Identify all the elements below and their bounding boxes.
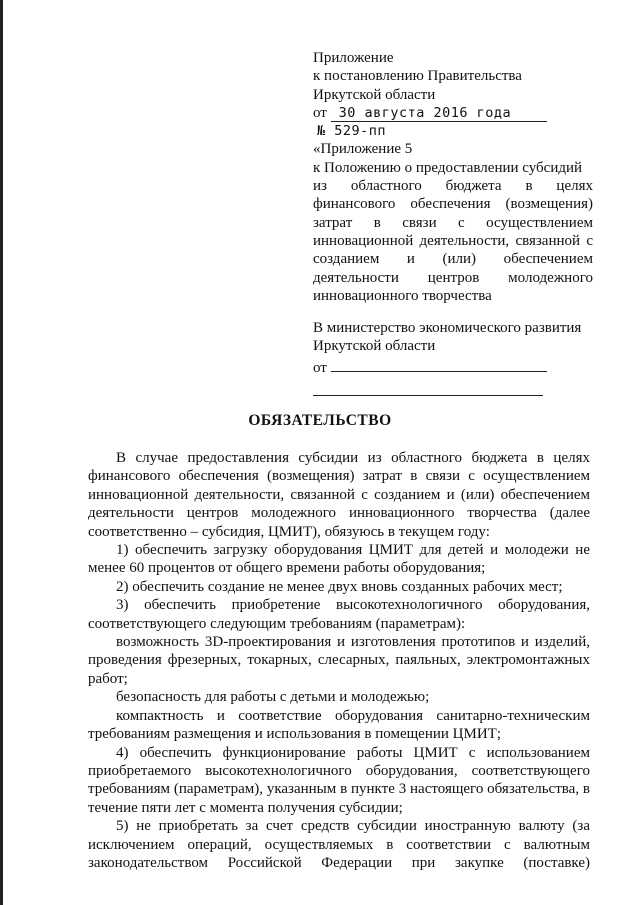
ministry-line: Иркутской области xyxy=(313,338,436,355)
body-paragraph: безопасность для работы с детьми и молодежью; xyxy=(116,689,430,706)
body-paragraph: компактность и соответствие оборудования санитарно-техническим требованиям размещения и использования в помещении ЦМИТ; xyxy=(88,707,590,743)
date-line xyxy=(313,104,593,122)
scan-edge xyxy=(0,0,3,905)
ministry-line: В министерство экономического развития xyxy=(313,320,582,337)
appendix-line: к Положению о предоставлении субсидий xyxy=(313,159,583,176)
from-blank-field xyxy=(331,356,547,372)
appendix-line: инновационной деятельности, связанной с xyxy=(313,232,593,249)
header-line: Иркутской области xyxy=(313,86,436,103)
appendix-line: финансового обеспечения (возмещения) xyxy=(313,196,593,213)
body-paragraph: В случае предоставления субсидии из областного бюджета в целях финансового обеспечения (возмещения) затрат в связи с осуществлением инновационной деятельности, связанной с созданием и (или) обеспечением деятельности центров молодежного инновационного творчества (далее соответственно – субсидия, ЦМИТ), обязуюсь в текущем году: xyxy=(88,450,590,540)
from-blank-field-2 xyxy=(313,377,543,396)
appendix-line: затрат в связи с осуществлением xyxy=(313,214,593,231)
appendix-line: деятельности центров молодежного xyxy=(313,269,593,286)
body-paragraph: 3) обеспечить приобретение высокотехнологичного оборудования, соответствующего следующим требованиям (параметрам): xyxy=(88,597,590,632)
header-line: к постановлению Правительства xyxy=(313,68,522,85)
body-paragraph: 1) обеспечить загрузку оборудования ЦМИТ для детей и молодежи не менее 60 процентов от общего времени работы оборудования; xyxy=(88,542,590,577)
document-title: ОБЯЗАТЕЛЬСТВО xyxy=(248,412,392,429)
appendix-header xyxy=(313,49,593,396)
from-label: от xyxy=(313,359,327,376)
body-paragraph: 4) обеспечить функционирование работы ЦМИТ с использованием приобретаемого высокотехнологичного оборудования, соответствующего требованиям (параметрам), указанным в пункте 3 настоящего обязательства, в течение пяти лет с момента получения субсидии; xyxy=(88,744,590,816)
date-value: 30 августа 2016 года xyxy=(331,105,548,122)
appendix-line: созданием и (или) обеспечением xyxy=(313,251,593,268)
document-body xyxy=(88,449,590,872)
date-prefix: от xyxy=(313,104,327,121)
decree-number: № 529-пп xyxy=(317,123,387,140)
appendix-line: из областного бюджета в целях xyxy=(313,178,593,195)
body-paragraph: 2) обеспечить создание не менее двух вновь созданных рабочих мест; xyxy=(116,578,563,595)
body-paragraph: 5) не приобретать за счет средств субсидии иностранную валюту (за исключением операций, осуществляемых в соответствии с валютным законодательством Российской Федерации при закупке (поставке) xyxy=(88,818,590,871)
appendix-line: инновационного творчества xyxy=(313,287,492,304)
appendix-line: «Приложение 5 xyxy=(313,141,413,158)
header-line: Приложение xyxy=(313,50,394,66)
body-paragraph: возможность 3D-проектирования и изготовления прототипов и изделий, проведения фрезерных, токарных, слесарных, паяльных, электромонтажных работ; xyxy=(88,634,590,687)
from-line xyxy=(313,356,593,377)
